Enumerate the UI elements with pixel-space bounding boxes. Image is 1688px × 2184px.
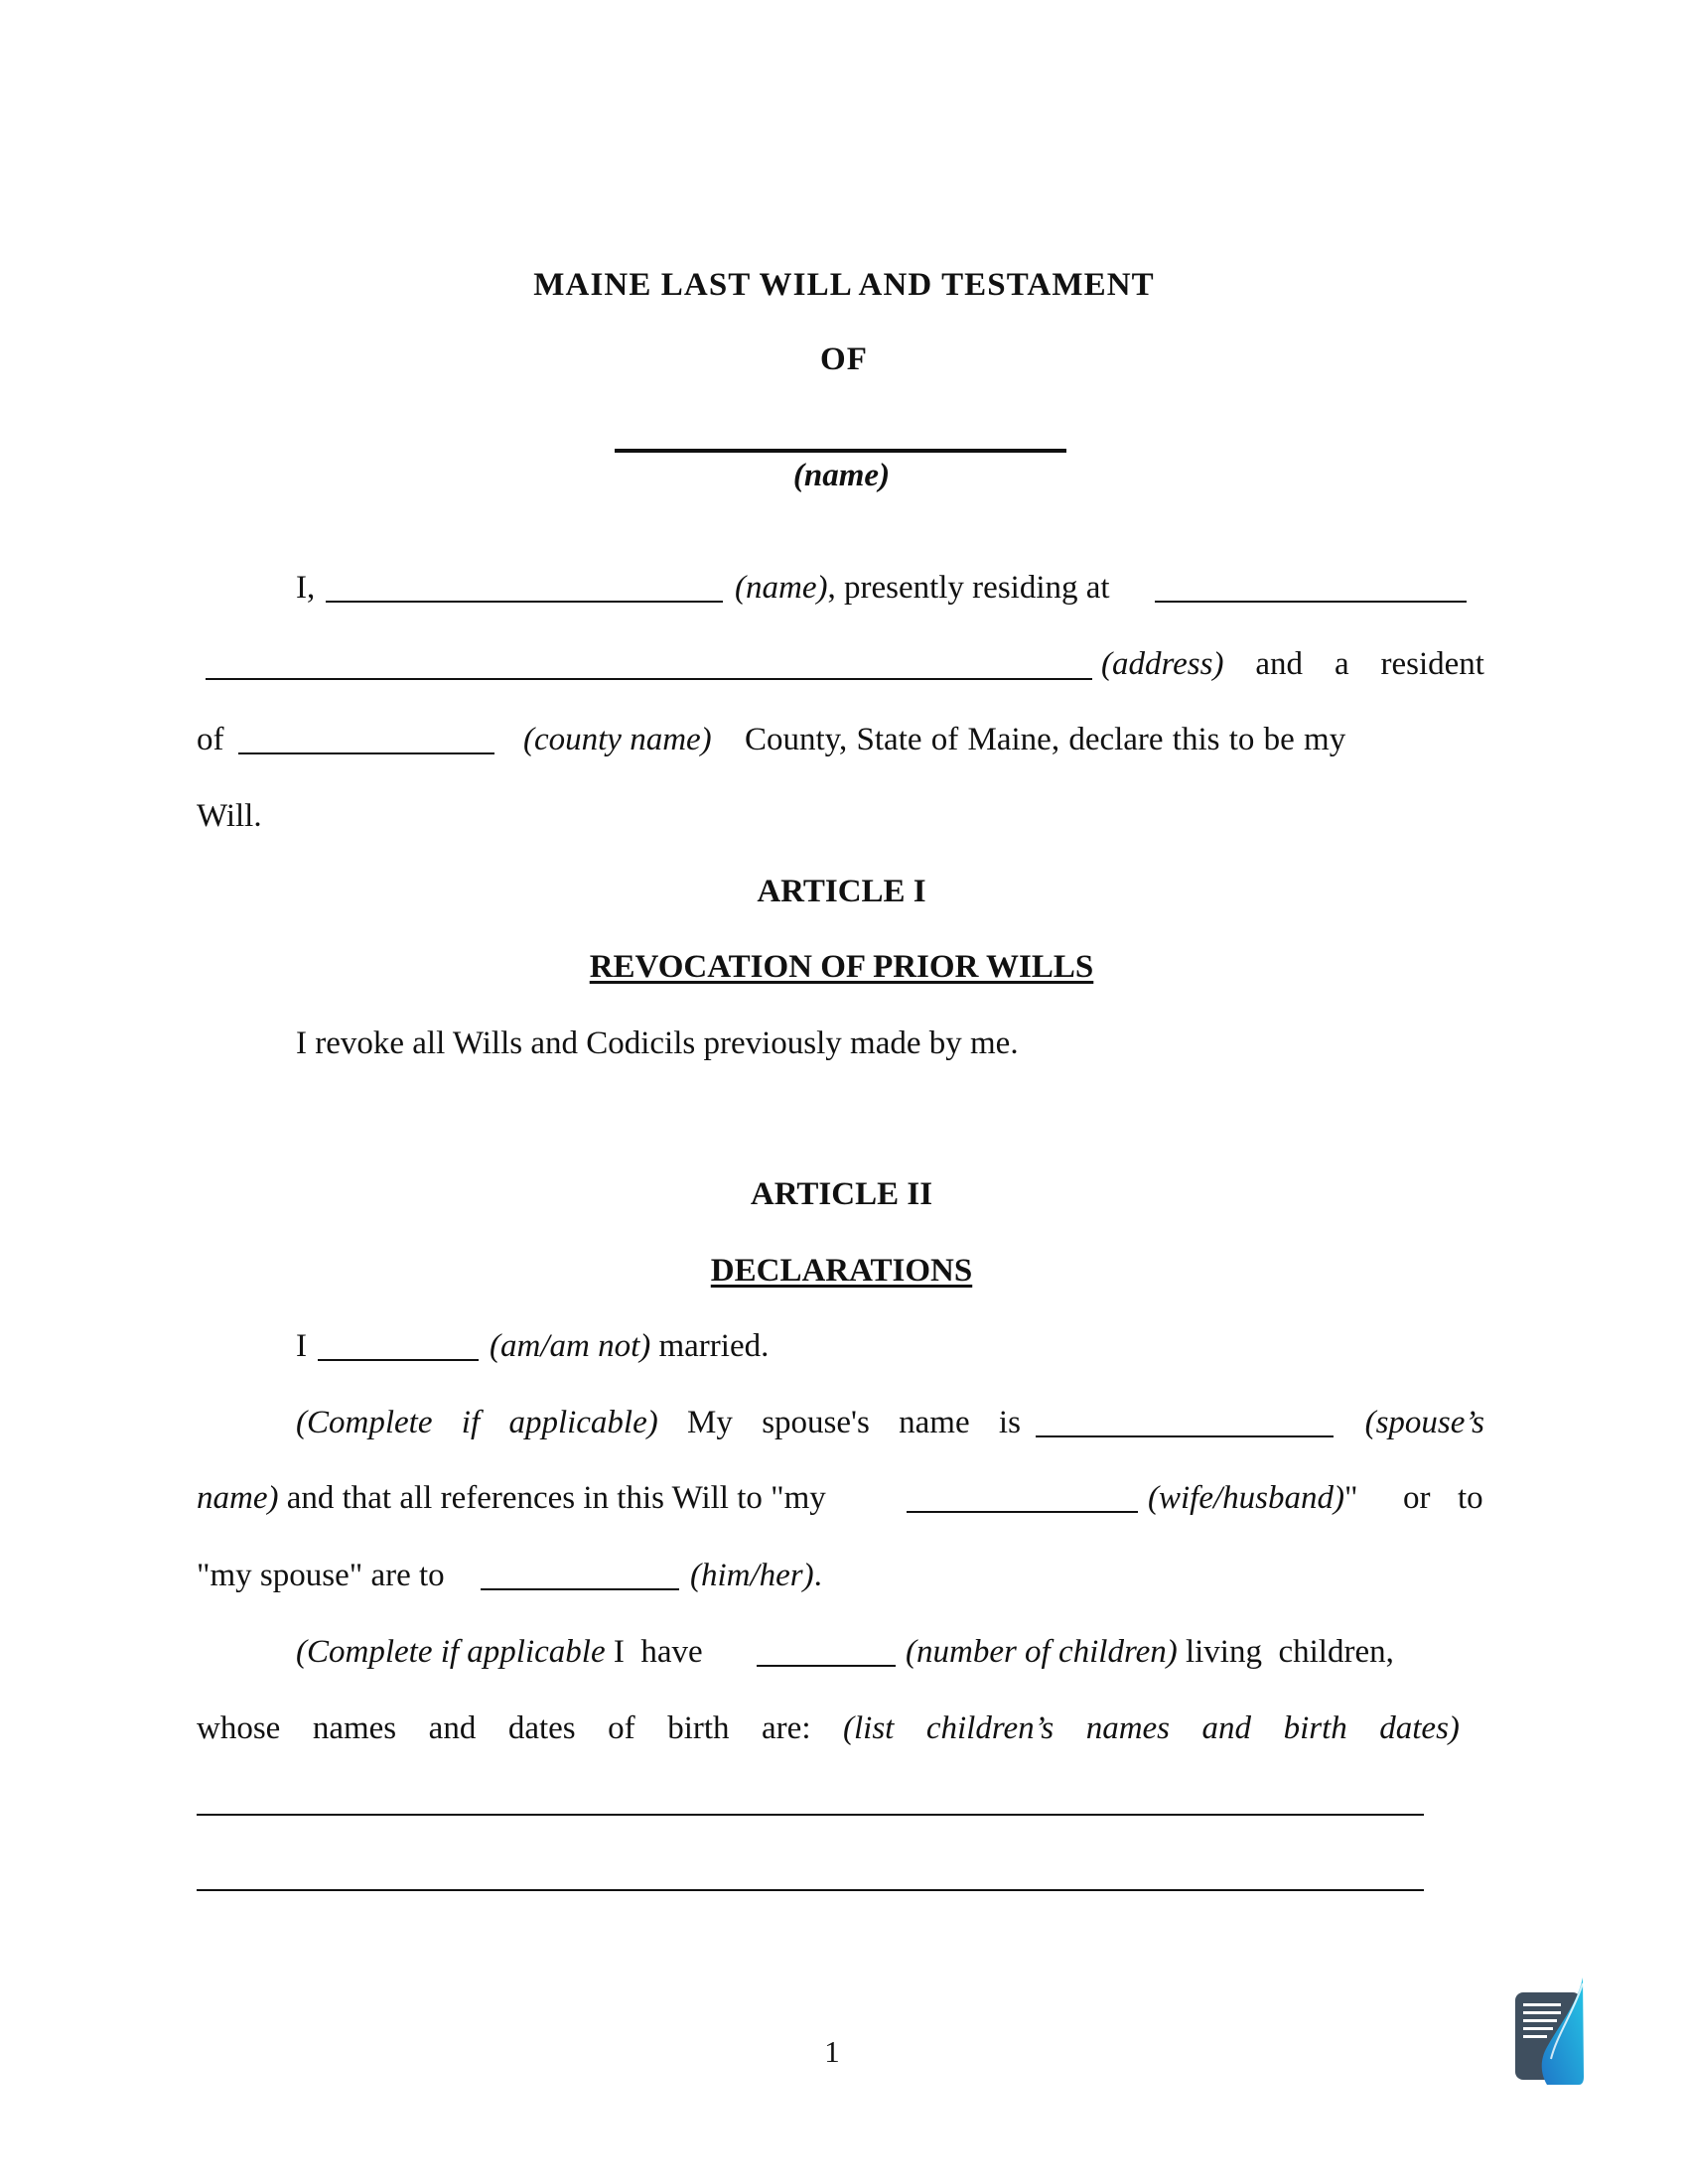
wife-husband-hint: (wife/husband) — [1148, 1480, 1344, 1516]
name-caption: (name) — [792, 458, 891, 493]
children-word: children, — [1278, 1634, 1394, 1670]
spouse-line-2-or: or — [1403, 1480, 1431, 1516]
intro-name-blank[interactable] — [326, 601, 723, 603]
spouse-word-7: is — [998, 1405, 1021, 1440]
spouse-word-4: My — [687, 1405, 733, 1440]
children-list-hint-4: and — [1201, 1710, 1252, 1746]
document-title: MAINE LAST WILL AND TESTAMENT — [533, 267, 1155, 303]
spouse-line-2-text: and that all references in this Will to "my — [286, 1480, 826, 1516]
married-status-blank[interactable] — [318, 1359, 479, 1361]
spouse-word-3: applicable) — [508, 1405, 658, 1440]
children-line-2-word-1: whose — [197, 1710, 281, 1746]
children-line-2-word-5: of — [608, 1710, 635, 1746]
spouse-line-3-hint — [690, 1560, 822, 1592]
children-line-2-word-7: are: — [762, 1710, 811, 1746]
children-line-1-left — [296, 1636, 703, 1669]
intro-i: I, — [296, 570, 316, 606]
county-hint: (county name) — [523, 722, 712, 757]
married-tail — [490, 1330, 769, 1363]
wife-husband-blank[interactable] — [907, 1511, 1138, 1513]
page-number: 1 — [824, 2034, 840, 2069]
spouse-line-3-text: "my spouse" are to — [197, 1558, 445, 1593]
him-her-blank[interactable] — [481, 1588, 679, 1590]
intro-will: Will. — [197, 798, 262, 834]
spouse-word-2: if — [461, 1405, 481, 1440]
testator-name-blank[interactable] — [615, 449, 1066, 453]
article-1-heading: REVOCATION OF PRIOR WILLS — [589, 949, 1094, 985]
children-list-hint-6: dates) — [1379, 1710, 1460, 1746]
article-2-heading: DECLARATIONS — [710, 1253, 973, 1289]
children-line-2 — [197, 1712, 1460, 1745]
number-of-children-blank[interactable] — [757, 1665, 896, 1667]
children-list-blank-1[interactable] — [197, 1814, 1424, 1816]
married-text: married. — [658, 1328, 770, 1364]
spouse-name-blank[interactable] — [1036, 1435, 1334, 1437]
children-list-hint-5: birth — [1283, 1710, 1347, 1746]
spouse-line-3-end: . — [813, 1558, 822, 1593]
spouse-line-2-hint — [1148, 1482, 1357, 1515]
children-complete-hint: (Complete if applicable — [296, 1634, 606, 1670]
him-her-hint: (him/her) — [690, 1558, 814, 1593]
children-line-2-word-6: birth — [667, 1710, 730, 1746]
spouse-word-6: name — [899, 1405, 970, 1440]
spouse-word-1: (Complete — [296, 1405, 433, 1440]
title-of: OF — [819, 341, 869, 377]
article-1-number: ARTICLE I — [757, 874, 926, 909]
children-line-2-word-3: and — [428, 1710, 477, 1746]
children-list-hint-1: (list — [843, 1710, 895, 1746]
children-line-2-word-2: names — [312, 1710, 397, 1746]
spouse-line-2-to: to — [1458, 1480, 1483, 1516]
children-living: living — [1185, 1634, 1262, 1670]
intro-of: of — [197, 722, 224, 757]
spouse-line-2-quote: " — [1343, 1480, 1358, 1516]
children-have: have — [640, 1634, 703, 1670]
children-i: I — [613, 1634, 625, 1670]
number-of-children-hint: (number of children) — [906, 1634, 1178, 1670]
children-line-1-right — [906, 1636, 1394, 1669]
spouse-line-1-left — [296, 1407, 1021, 1439]
county-text: County, State of Maine, declare this to be my — [745, 722, 1346, 757]
intro-address-blank-1[interactable] — [1155, 601, 1467, 603]
children-list-hint-2: children’s — [925, 1710, 1055, 1746]
married-i: I — [296, 1328, 307, 1364]
intro-resident: resident — [1380, 646, 1484, 682]
spouse-name-hint: (spouse’s — [1364, 1405, 1484, 1440]
spouse-name-hint-end: name) — [197, 1480, 279, 1516]
article-1-text: I revoke all Wills and Codicils previously made by me. — [296, 1025, 1019, 1061]
children-list-blank-2[interactable] — [197, 1889, 1424, 1891]
intro-name-hint: (name) — [735, 570, 828, 606]
children-line-2-word-4: dates — [507, 1710, 576, 1746]
document-logo — [1513, 1978, 1585, 2089]
article-2-number: ARTICLE II — [750, 1176, 933, 1212]
intro-line1-tail — [735, 572, 1110, 605]
document-logo-icon — [1513, 1978, 1585, 2089]
spouse-word-5: spouse's — [762, 1405, 870, 1440]
county-name-blank[interactable] — [238, 752, 494, 754]
intro-address-blank-2[interactable] — [206, 678, 1092, 680]
intro-residing-text: , presently residing at — [827, 570, 1110, 606]
intro-line2-tail — [1101, 648, 1484, 681]
intro-and: and — [1255, 646, 1304, 682]
intro-a: a — [1334, 646, 1349, 682]
married-hint: (am/am not) — [490, 1328, 651, 1364]
children-list-hint-3: names — [1085, 1710, 1171, 1746]
address-hint: (address) — [1101, 646, 1224, 682]
spouse-line-2-left — [197, 1482, 826, 1515]
